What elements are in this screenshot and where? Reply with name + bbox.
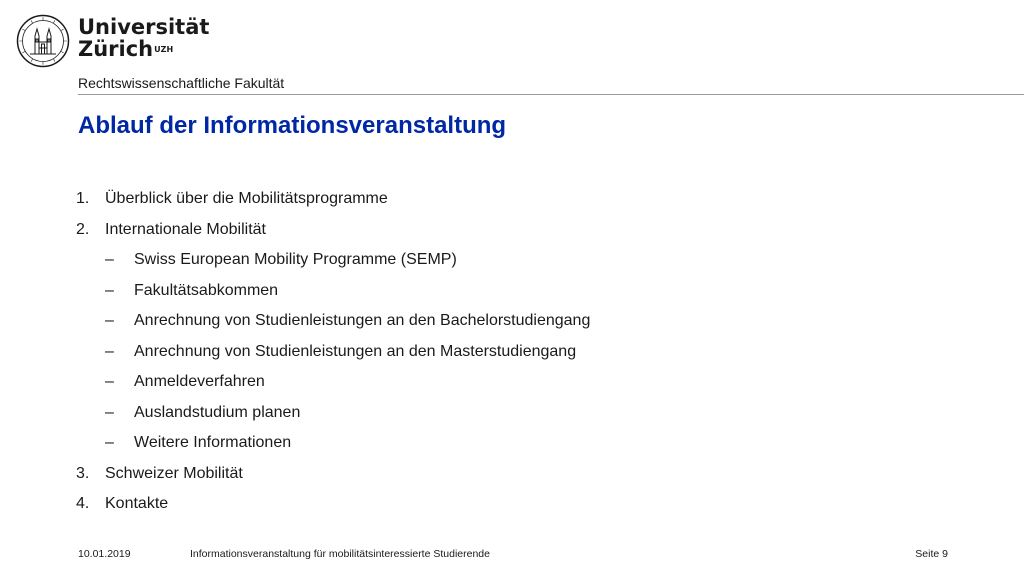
- agenda-subitem: [76, 428, 590, 459]
- footer-page-number: Seite 9: [915, 548, 948, 560]
- list-marker: 2.: [76, 220, 90, 238]
- agenda-item: [76, 215, 590, 246]
- university-abbreviation: UZH: [154, 45, 174, 54]
- list-marker: 3.: [76, 464, 90, 482]
- header-divider: [78, 94, 1024, 95]
- university-seal-logo: [16, 14, 70, 68]
- university-name-line1: Universität: [78, 15, 210, 39]
- agenda-subitem-text: Weitere Informationen: [134, 434, 292, 451]
- list-marker: 1.: [76, 190, 90, 207]
- list-marker: –: [105, 434, 114, 451]
- agenda-subitem-text: Fakultätsabkommen: [134, 281, 279, 299]
- agenda-subitem-text: Swiss European Mobility Programme (SEMP): [134, 251, 457, 268]
- university-name-line2: [78, 38, 209, 60]
- list-marker: –: [105, 251, 114, 268]
- agenda-subitem: [76, 276, 590, 307]
- list-marker: –: [105, 312, 114, 329]
- university-city: Zürich: [78, 37, 154, 61]
- list-marker: 4.: [76, 495, 90, 512]
- agenda-subitem: [76, 367, 590, 398]
- agenda-subitem: [76, 337, 590, 368]
- agenda-item: [76, 184, 590, 215]
- agenda-item-text: Internationale Mobilität: [105, 220, 266, 238]
- agenda-item-text: Schweizer Mobilität: [105, 464, 243, 482]
- faculty-name: Rechtswissenschaftliche Fakultät: [78, 75, 285, 91]
- agenda-subitem-text: Anrechnung von Studienleistungen an den Masterstudiengang: [134, 342, 577, 360]
- agenda-subitem-text: Anmeldeverfahren: [134, 373, 265, 390]
- list-marker: –: [105, 373, 114, 390]
- agenda-subitem-text: Auslandstudium planen: [134, 403, 301, 421]
- agenda-item-text: Kontakte: [105, 495, 169, 512]
- agenda-item: [76, 489, 590, 520]
- agenda-subitem: [76, 245, 590, 276]
- university-wordmark: [78, 16, 209, 60]
- footer-event-title: Informationsveranstaltung für mobilitätsinteressierte Studierende: [190, 548, 490, 560]
- agenda-subitem-text: Anrechnung von Studienleistungen an den Bachelorstudiengang: [134, 312, 591, 329]
- list-marker: –: [105, 342, 114, 360]
- footer-date: 10.01.2019: [78, 548, 131, 560]
- agenda-subitem: [76, 306, 590, 337]
- agenda-subitem: [76, 398, 590, 429]
- list-marker: –: [105, 403, 114, 421]
- agenda-item-text: Überblick über die Mobilitätsprogramme: [105, 190, 388, 207]
- agenda-item: [76, 459, 590, 490]
- agenda-list: [76, 184, 590, 520]
- slide-title: Ablauf der Informationsveranstaltung: [78, 112, 507, 139]
- list-marker: –: [105, 281, 114, 299]
